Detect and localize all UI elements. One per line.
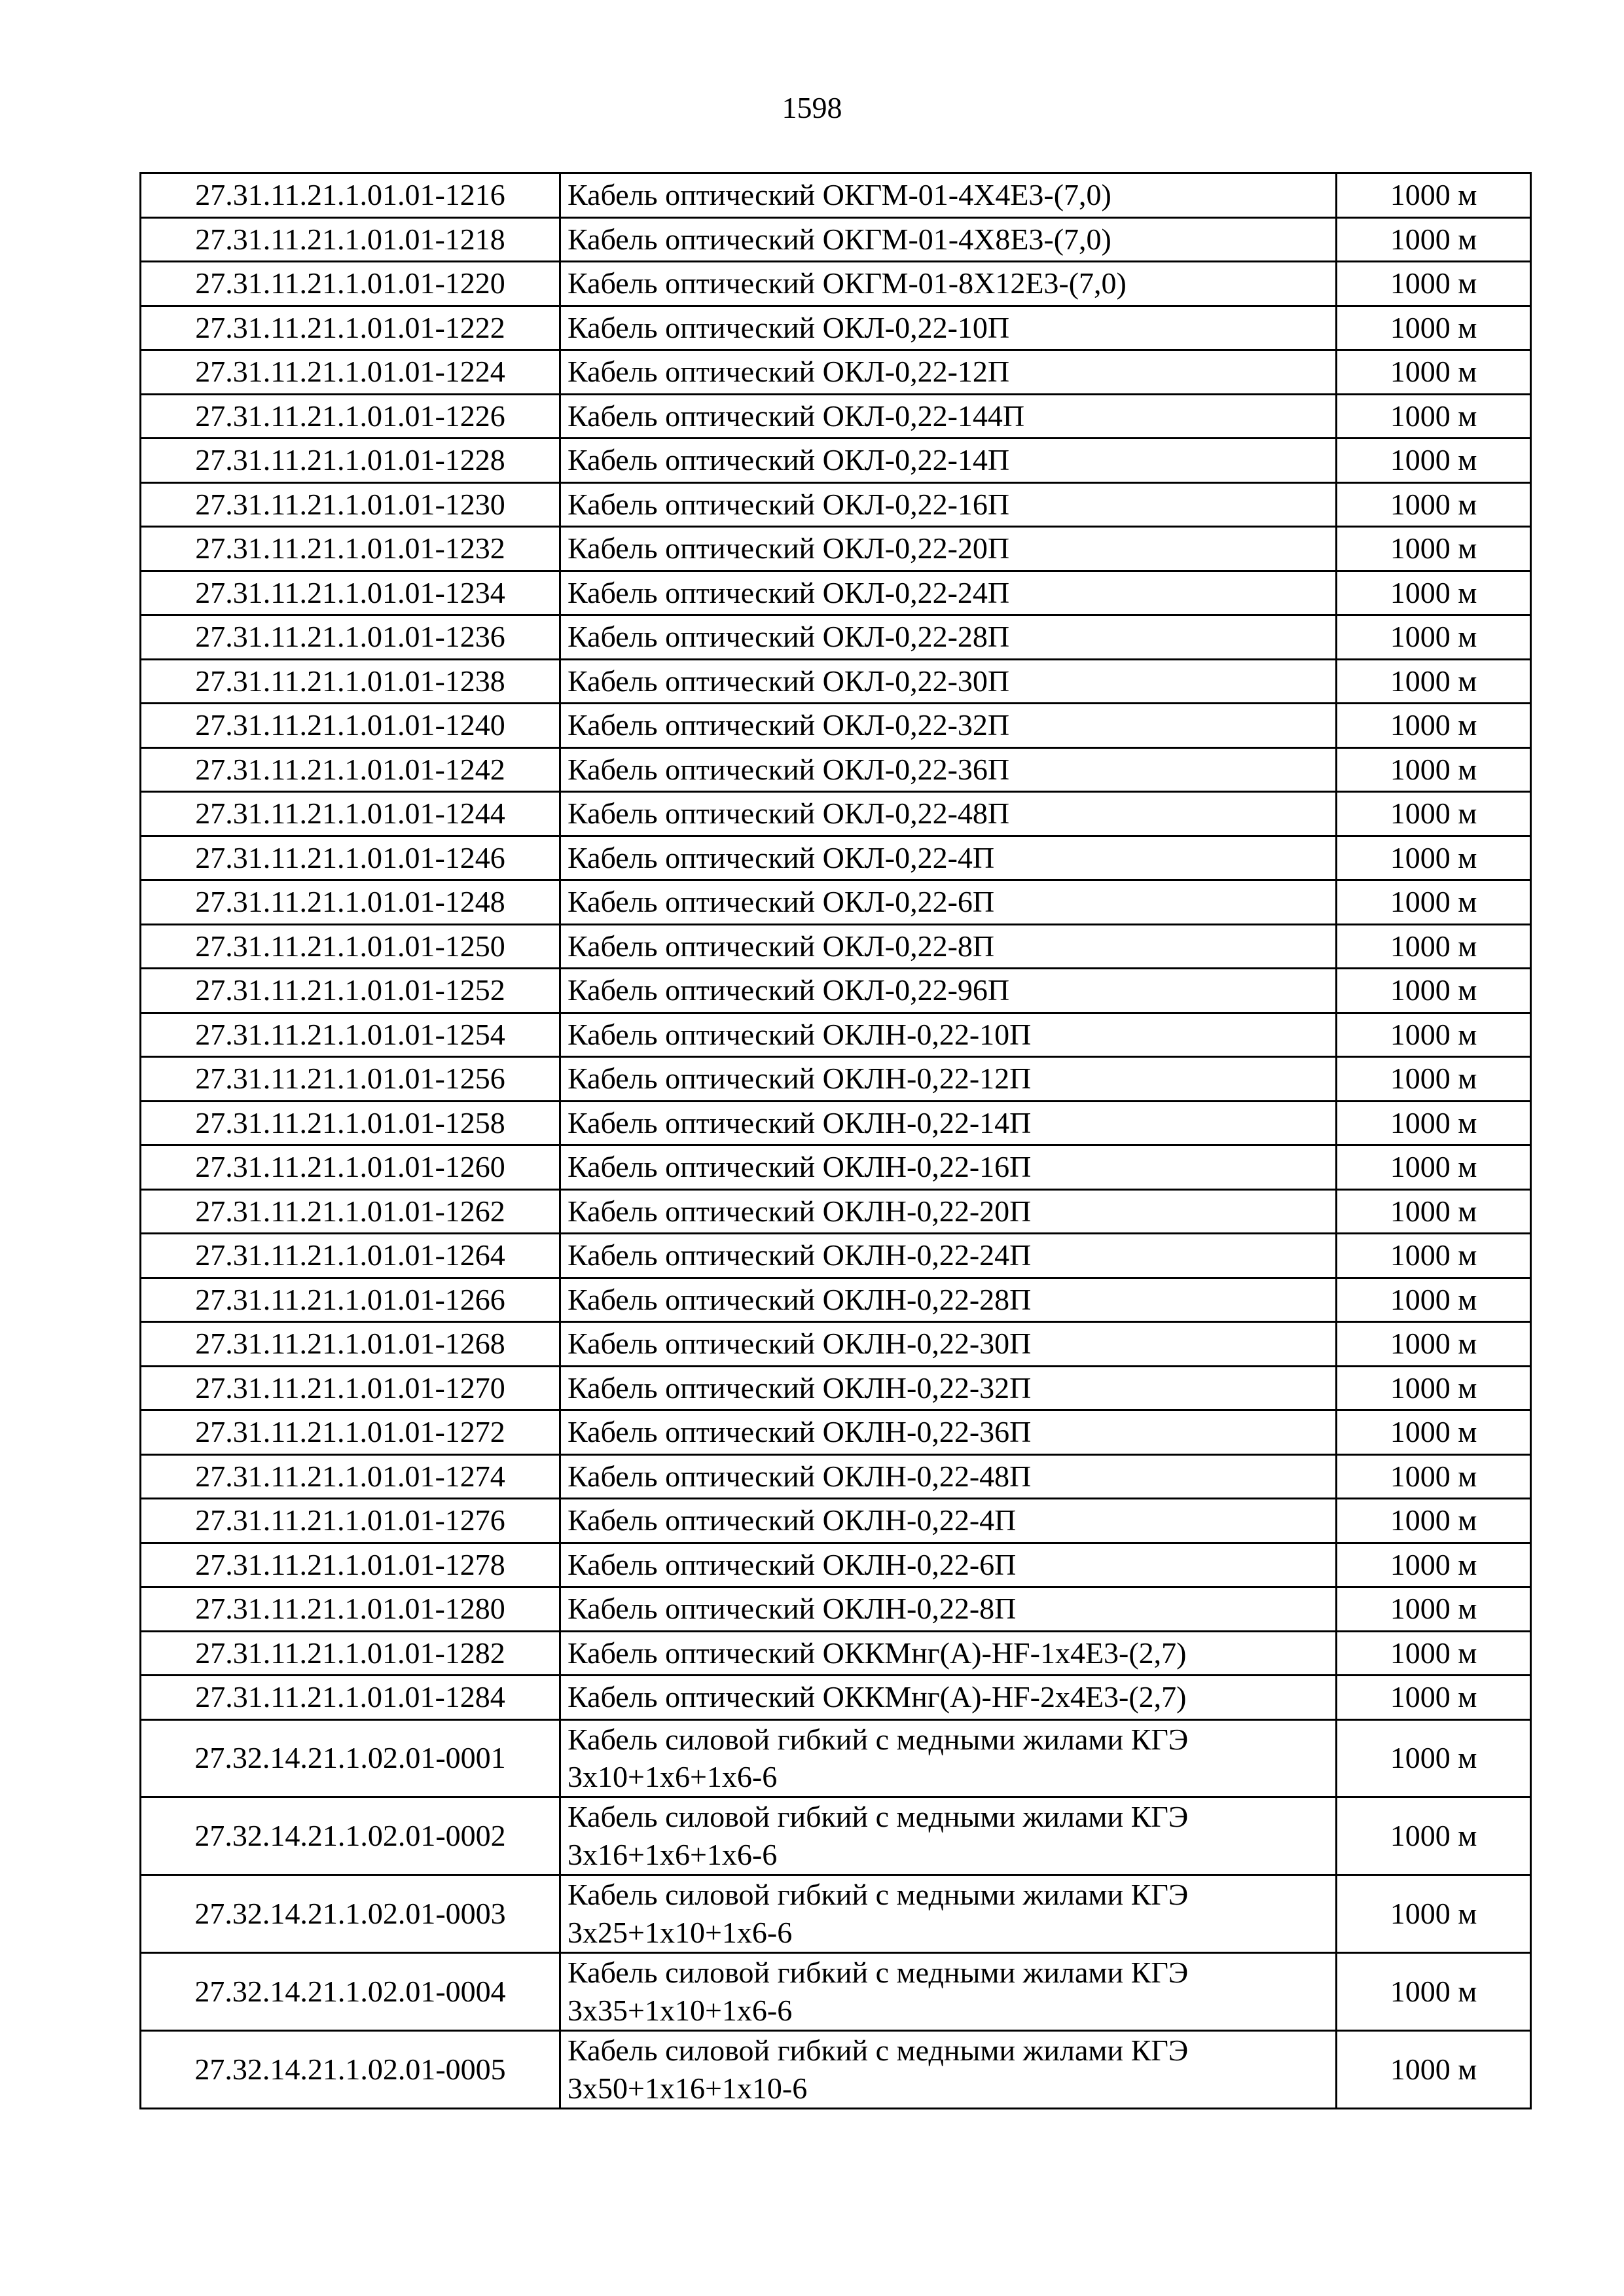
resource-name-cell: Кабель оптический ОКЛ-0,22-8П (560, 924, 1337, 969)
table-row (141, 1676, 1531, 1720)
unit-cell: 1000 м (1337, 306, 1531, 350)
table-row (141, 1454, 1531, 1499)
resource-name-cell: Кабель оптический ОКЛ-0,22-12П (560, 350, 1337, 395)
table-row (141, 747, 1531, 792)
table-row (141, 836, 1531, 880)
resource-code-cell: 27.32.14.21.1.02.01-0001 (141, 1719, 560, 1797)
resource-code-cell: 27.32.14.21.1.02.01-0004 (141, 1953, 560, 2031)
unit-cell: 1000 м (1337, 1676, 1531, 1720)
page-number: 1598 (782, 91, 842, 124)
resource-name-cell: Кабель оптический ОКЛ-0,22-16П (560, 482, 1337, 527)
resource-code-cell: 27.31.11.21.1.01.01-1244 (141, 792, 560, 836)
resource-code-cell: 27.31.11.21.1.01.01-1234 (141, 571, 560, 615)
table-row (141, 1953, 1531, 2031)
table-row (141, 482, 1531, 527)
unit-cell: 1000 м (1337, 1587, 1531, 1632)
resource-code-cell: 27.31.11.21.1.01.01-1216 (141, 173, 560, 218)
resource-name-cell: Кабель оптический ОКЛ-0,22-10П (560, 306, 1337, 350)
table-row (141, 1797, 1531, 1875)
resource-code-cell: 27.31.11.21.1.01.01-1266 (141, 1278, 560, 1322)
resource-name-cell: Кабель оптический ОКЛ-0,22-96П (560, 969, 1337, 1013)
table-row (141, 1875, 1531, 1953)
table-row (141, 2031, 1531, 2109)
resource-name-cell: Кабель оптический ОКЛН-0,22-16П (560, 1145, 1337, 1190)
unit-cell: 1000 м (1337, 1278, 1531, 1322)
resource-name-cell: Кабель оптический ОКЛН-0,22-20П (560, 1189, 1337, 1234)
table-row (141, 306, 1531, 350)
unit-cell: 1000 м (1337, 262, 1531, 306)
resource-name-cell: Кабель оптический ОКЛН-0,22-30П (560, 1322, 1337, 1367)
resource-code-cell: 27.31.11.21.1.01.01-1250 (141, 924, 560, 969)
table-row (141, 1101, 1531, 1145)
resource-code-cell: 27.31.11.21.1.01.01-1240 (141, 704, 560, 748)
resource-name-cell: Кабель оптический ОКЛН-0,22-28П (560, 1278, 1337, 1322)
resource-code-cell: 27.31.11.21.1.01.01-1278 (141, 1543, 560, 1587)
resource-code-cell: 27.31.11.21.1.01.01-1220 (141, 262, 560, 306)
resource-name-cell: Кабель силовой гибкий с медными жилами КГЭ 3х35+1х10+1х6-6 (560, 1953, 1337, 2031)
unit-cell: 1000 м (1337, 880, 1531, 925)
unit-cell: 1000 м (1337, 1322, 1531, 1367)
table-row (141, 1013, 1531, 1057)
table-row (141, 1543, 1531, 1587)
table-row (141, 1322, 1531, 1367)
resource-code-cell: 27.31.11.21.1.01.01-1264 (141, 1234, 560, 1278)
unit-cell: 1000 м (1337, 1101, 1531, 1145)
resource-code-cell: 27.31.11.21.1.01.01-1284 (141, 1676, 560, 1720)
table-row (141, 1234, 1531, 1278)
resource-name-cell: Кабель оптический ОКЛ-0,22-14П (560, 439, 1337, 483)
table-row (141, 1410, 1531, 1455)
resource-code-cell: 27.31.11.21.1.01.01-1248 (141, 880, 560, 925)
table-row (141, 969, 1531, 1013)
resource-code-cell: 27.32.14.21.1.02.01-0002 (141, 1797, 560, 1875)
resource-code-cell: 27.31.11.21.1.01.01-1276 (141, 1499, 560, 1543)
resource-name-cell: Кабель оптический ОКЛ-0,22-48П (560, 792, 1337, 836)
table-row (141, 924, 1531, 969)
resource-name-cell: Кабель оптический ОКГМ-01-4Х8Е3-(7,0) (560, 217, 1337, 262)
table-row (141, 1278, 1531, 1322)
resource-code-cell: 27.31.11.21.1.01.01-1222 (141, 306, 560, 350)
resource-code-cell: 27.31.11.21.1.01.01-1262 (141, 1189, 560, 1234)
resource-name-cell: Кабель оптический ОКЛ-0,22-36П (560, 747, 1337, 792)
table-row (141, 1057, 1531, 1102)
unit-cell: 1000 м (1337, 836, 1531, 880)
resource-code-cell: 27.32.14.21.1.02.01-0005 (141, 2031, 560, 2109)
resource-name-cell: Кабель силовой гибкий с медными жилами КГЭ 3х16+1х6+1х6-6 (560, 1797, 1337, 1875)
resource-name-cell: Кабель силовой гибкий с медными жилами КГЭ 3х25+1х10+1х6-6 (560, 1875, 1337, 1953)
resource-name-cell: Кабель оптический ОКЛ-0,22-30П (560, 659, 1337, 704)
resource-name-cell: Кабель оптический ОКЛ-0,22-32П (560, 704, 1337, 748)
unit-cell: 1000 м (1337, 1454, 1531, 1499)
resource-code-cell: 27.31.11.21.1.01.01-1238 (141, 659, 560, 704)
resource-name-cell: Кабель оптический ОКГМ-01-8Х12Е3-(7,0) (560, 262, 1337, 306)
unit-cell: 1000 м (1337, 1013, 1531, 1057)
resource-name-cell: Кабель оптический ОКЛН-0,22-10П (560, 1013, 1337, 1057)
resource-name-cell: Кабель оптический ОКЛ-0,22-20П (560, 527, 1337, 571)
resource-code-cell: 27.31.11.21.1.01.01-1258 (141, 1101, 560, 1145)
unit-cell: 1000 м (1337, 792, 1531, 836)
resource-code-cell: 27.31.11.21.1.01.01-1268 (141, 1322, 560, 1367)
table-row (141, 1719, 1531, 1797)
table-row (141, 880, 1531, 925)
table-row (141, 1499, 1531, 1543)
table-row (141, 262, 1531, 306)
unit-cell: 1000 м (1337, 615, 1531, 660)
table-row (141, 1587, 1531, 1632)
unit-cell: 1000 м (1337, 1953, 1531, 2031)
unit-cell: 1000 м (1337, 1797, 1531, 1875)
unit-cell: 1000 м (1337, 1057, 1531, 1102)
table-row (141, 394, 1531, 439)
unit-cell: 1000 м (1337, 217, 1531, 262)
table-row (141, 704, 1531, 748)
unit-cell: 1000 м (1337, 969, 1531, 1013)
resource-code-cell: 27.31.11.21.1.01.01-1252 (141, 969, 560, 1013)
unit-cell: 1000 м (1337, 704, 1531, 748)
resource-name-cell: Кабель оптический ОКЛН-0,22-4П (560, 1499, 1337, 1543)
unit-cell: 1000 м (1337, 571, 1531, 615)
unit-cell: 1000 м (1337, 1719, 1531, 1797)
resource-code-cell: 27.31.11.21.1.01.01-1218 (141, 217, 560, 262)
table-row (141, 792, 1531, 836)
resource-name-cell: Кабель оптический ОКЛН-0,22-8П (560, 1587, 1337, 1632)
unit-cell: 1000 м (1337, 350, 1531, 395)
unit-cell: 1000 м (1337, 1366, 1531, 1410)
resource-name-cell: Кабель оптический ОКЛ-0,22-6П (560, 880, 1337, 925)
unit-cell: 1000 м (1337, 1410, 1531, 1455)
resource-code-cell: 27.31.11.21.1.01.01-1246 (141, 836, 560, 880)
unit-cell: 1000 м (1337, 482, 1531, 527)
unit-cell: 1000 м (1337, 173, 1531, 218)
table-body (141, 173, 1531, 2109)
table-row (141, 527, 1531, 571)
unit-cell: 1000 м (1337, 527, 1531, 571)
resource-name-cell: Кабель оптический ОККМнг(А)-HF-2х4Е3-(2,7) (560, 1676, 1337, 1720)
resource-name-cell: Кабель оптический ОКЛ-0,22-4П (560, 836, 1337, 880)
unit-cell: 1000 м (1337, 924, 1531, 969)
resource-code-cell: 27.31.11.21.1.01.01-1254 (141, 1013, 560, 1057)
resource-code-cell: 27.31.11.21.1.01.01-1280 (141, 1587, 560, 1632)
resource-code-cell: 27.31.11.21.1.01.01-1228 (141, 439, 560, 483)
unit-cell: 1000 м (1337, 1234, 1531, 1278)
resource-name-cell: Кабель оптический ОКЛН-0,22-6П (560, 1543, 1337, 1587)
resource-name-cell: Кабель оптический ОКЛН-0,22-36П (560, 1410, 1337, 1455)
unit-cell: 1000 м (1337, 1543, 1531, 1587)
resource-name-cell: Кабель оптический ОКЛ-0,22-28П (560, 615, 1337, 660)
table-row (141, 1145, 1531, 1190)
unit-cell: 1000 м (1337, 1189, 1531, 1234)
resource-code-cell: 27.31.11.21.1.01.01-1226 (141, 394, 560, 439)
unit-cell: 1000 м (1337, 439, 1531, 483)
table-row (141, 1366, 1531, 1410)
resource-code-cell: 27.32.14.21.1.02.01-0003 (141, 1875, 560, 1953)
resource-name-cell: Кабель оптический ОКЛ-0,22-24П (560, 571, 1337, 615)
resource-name-cell: Кабель оптический ОККМнг(А)-HF-1х4Е3-(2,7) (560, 1631, 1337, 1676)
resource-name-cell: Кабель оптический ОКЛН-0,22-12П (560, 1057, 1337, 1102)
table-row (141, 439, 1531, 483)
table-row (141, 1631, 1531, 1676)
unit-cell: 1000 м (1337, 1499, 1531, 1543)
resource-table (139, 172, 1532, 2109)
resource-code-cell: 27.31.11.21.1.01.01-1224 (141, 350, 560, 395)
unit-cell: 1000 м (1337, 1875, 1531, 1953)
unit-cell: 1000 м (1337, 1631, 1531, 1676)
resource-code-cell: 27.31.11.21.1.01.01-1274 (141, 1454, 560, 1499)
table-row (141, 217, 1531, 262)
table-row (141, 173, 1531, 218)
resource-code-cell: 27.31.11.21.1.01.01-1282 (141, 1631, 560, 1676)
table-row (141, 350, 1531, 395)
resource-name-cell: Кабель оптический ОКГМ-01-4Х4Е3-(7,0) (560, 173, 1337, 218)
unit-cell: 1000 м (1337, 2031, 1531, 2109)
resource-code-cell: 27.31.11.21.1.01.01-1232 (141, 527, 560, 571)
resource-name-cell: Кабель оптический ОКЛН-0,22-32П (560, 1366, 1337, 1410)
resource-code-cell: 27.31.11.21.1.01.01-1256 (141, 1057, 560, 1102)
table-row (141, 659, 1531, 704)
table-row (141, 615, 1531, 660)
resource-code-cell: 27.31.11.21.1.01.01-1260 (141, 1145, 560, 1190)
table-row (141, 571, 1531, 615)
unit-cell: 1000 м (1337, 747, 1531, 792)
table-row (141, 1189, 1531, 1234)
unit-cell: 1000 м (1337, 1145, 1531, 1190)
resource-code-cell: 27.31.11.21.1.01.01-1242 (141, 747, 560, 792)
resource-code-cell: 27.31.11.21.1.01.01-1236 (141, 615, 560, 660)
resource-name-cell: Кабель силовой гибкий с медными жилами КГЭ 3х10+1х6+1х6-6 (560, 1719, 1337, 1797)
resource-name-cell: Кабель оптический ОКЛН-0,22-48П (560, 1454, 1337, 1499)
unit-cell: 1000 м (1337, 659, 1531, 704)
resource-code-cell: 27.31.11.21.1.01.01-1272 (141, 1410, 560, 1455)
resource-code-cell: 27.31.11.21.1.01.01-1270 (141, 1366, 560, 1410)
resource-name-cell: Кабель силовой гибкий с медными жилами КГЭ 3х50+1х16+1х10-6 (560, 2031, 1337, 2109)
resource-name-cell: Кабель оптический ОКЛН-0,22-14П (560, 1101, 1337, 1145)
unit-cell: 1000 м (1337, 394, 1531, 439)
resource-name-cell: Кабель оптический ОКЛ-0,22-144П (560, 394, 1337, 439)
resource-name-cell: Кабель оптический ОКЛН-0,22-24П (560, 1234, 1337, 1278)
resource-code-cell: 27.31.11.21.1.01.01-1230 (141, 482, 560, 527)
